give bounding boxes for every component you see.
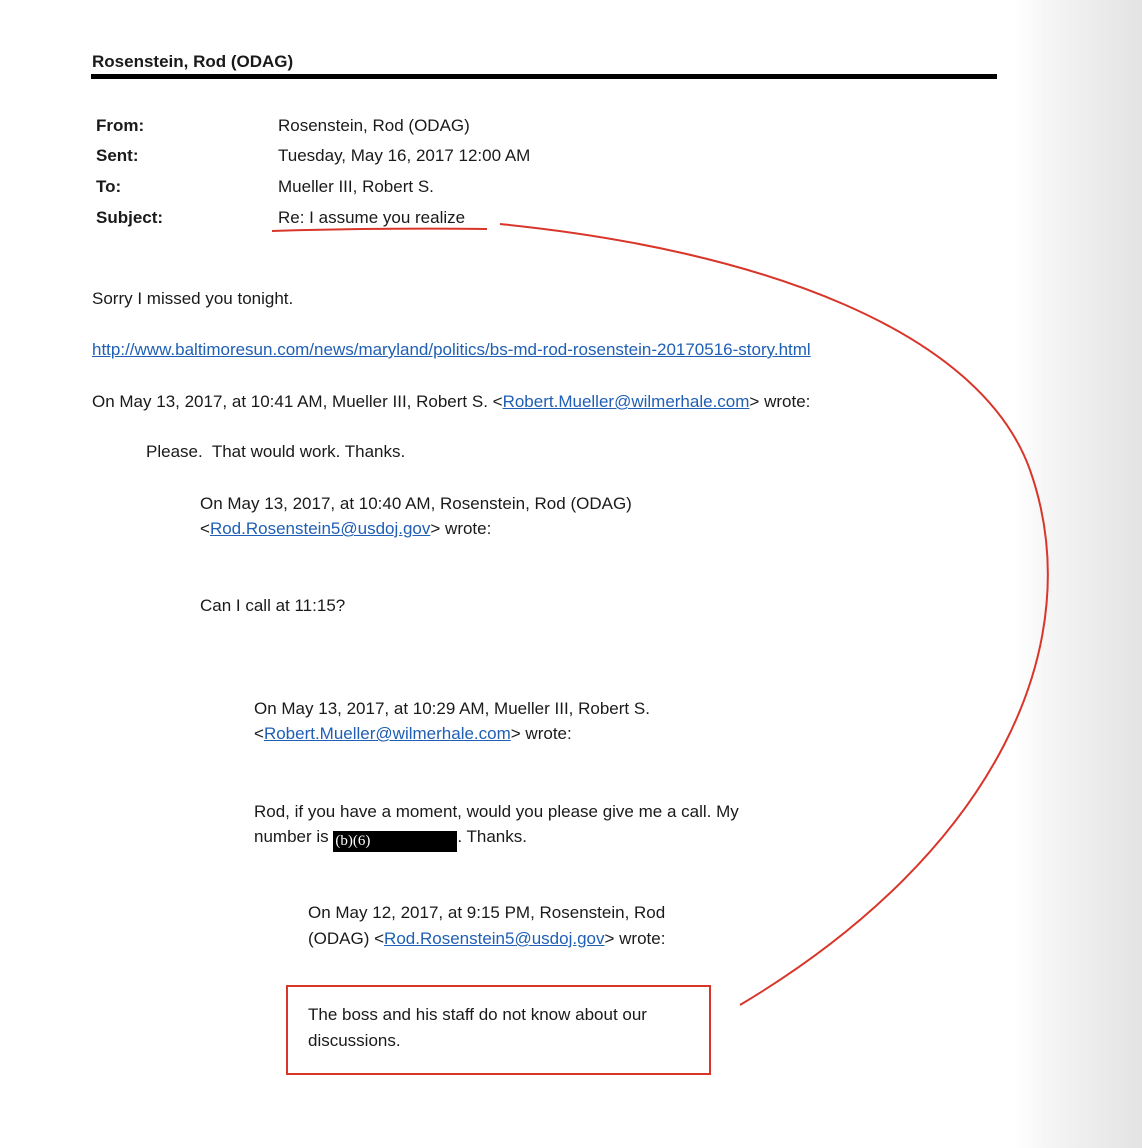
- quote2-attribution-suffix: > wrote:: [430, 519, 492, 538]
- quote1-attribution-prefix: On May 13, 2017, at 10:41 AM, Mueller III, Robert S. <: [92, 392, 503, 411]
- subject-underline-annotation: [272, 229, 487, 231]
- quote4-text-line2: discussions.: [308, 1031, 401, 1050]
- redaction-block: (b)(6): [333, 831, 457, 852]
- quote3-text-line1: Rod, if you have a moment, would you please give me a call. My: [254, 802, 739, 821]
- greeting-text: Sorry I missed you tonight.: [92, 289, 294, 308]
- quote3-email-link[interactable]: Robert.Mueller@wilmerhale.com: [263, 724, 511, 743]
- quote4-text-line1: The boss and his staff do not know about our: [308, 1005, 647, 1024]
- mailbox-owner-name: Rosenstein, Rod (ODAG): [92, 52, 294, 71]
- quote4-attribution-suffix: > wrote:: [604, 929, 666, 948]
- from-value: Rosenstein, Rod (ODAG): [278, 116, 470, 135]
- quote3-attribution-line1: On May 13, 2017, at 10:29 AM, Mueller III, Robert S.: [254, 699, 650, 718]
- quote4-attribution-line1: On May 12, 2017, at 9:15 PM, Rosenstein, Rod: [308, 903, 666, 922]
- quote3-attribution-prefix: <: [254, 724, 264, 743]
- quote2-attribution-prefix: <: [200, 519, 210, 538]
- quote4-email-link[interactable]: Rod.Rosenstein5@usdoj.gov: [384, 929, 605, 948]
- quote1-attribution-suffix: > wrote:: [749, 392, 811, 411]
- quote4-attribution-prefix: (ODAG) <: [308, 929, 385, 948]
- quote3-text-line2-prefix: number is: [254, 827, 334, 846]
- to-label: To:: [96, 177, 122, 196]
- sent-value: Tuesday, May 16, 2017 12:00 AM: [278, 146, 531, 165]
- connector-arc-annotation: [500, 224, 1048, 1005]
- subject-label: Subject:: [96, 208, 164, 227]
- news-article-link[interactable]: http://www.baltimoresun.com/news/maryland/politics/bs-md-rod-rosenstein-20170516-story.html: [92, 340, 811, 359]
- sent-label: Sent:: [96, 146, 139, 165]
- quote1-text: Please. That would work. Thanks.: [146, 442, 406, 461]
- quote3-text-line2-suffix: . Thanks.: [457, 827, 527, 846]
- subject-value: Re: I assume you realize: [278, 208, 466, 227]
- to-value: Mueller III, Robert S.: [278, 177, 434, 196]
- quote3-attribution-suffix: > wrote:: [510, 724, 572, 743]
- quote1-email-link[interactable]: Robert.Mueller@wilmerhale.com: [502, 392, 750, 411]
- from-label: From:: [96, 116, 145, 135]
- quote2-email-link[interactable]: Rod.Rosenstein5@usdoj.gov: [209, 519, 431, 538]
- quote2-attribution-line1: On May 13, 2017, at 10:40 AM, Rosenstein, Rod (ODAG): [200, 494, 632, 513]
- quote2-text: Can I call at 11:15?: [200, 596, 346, 615]
